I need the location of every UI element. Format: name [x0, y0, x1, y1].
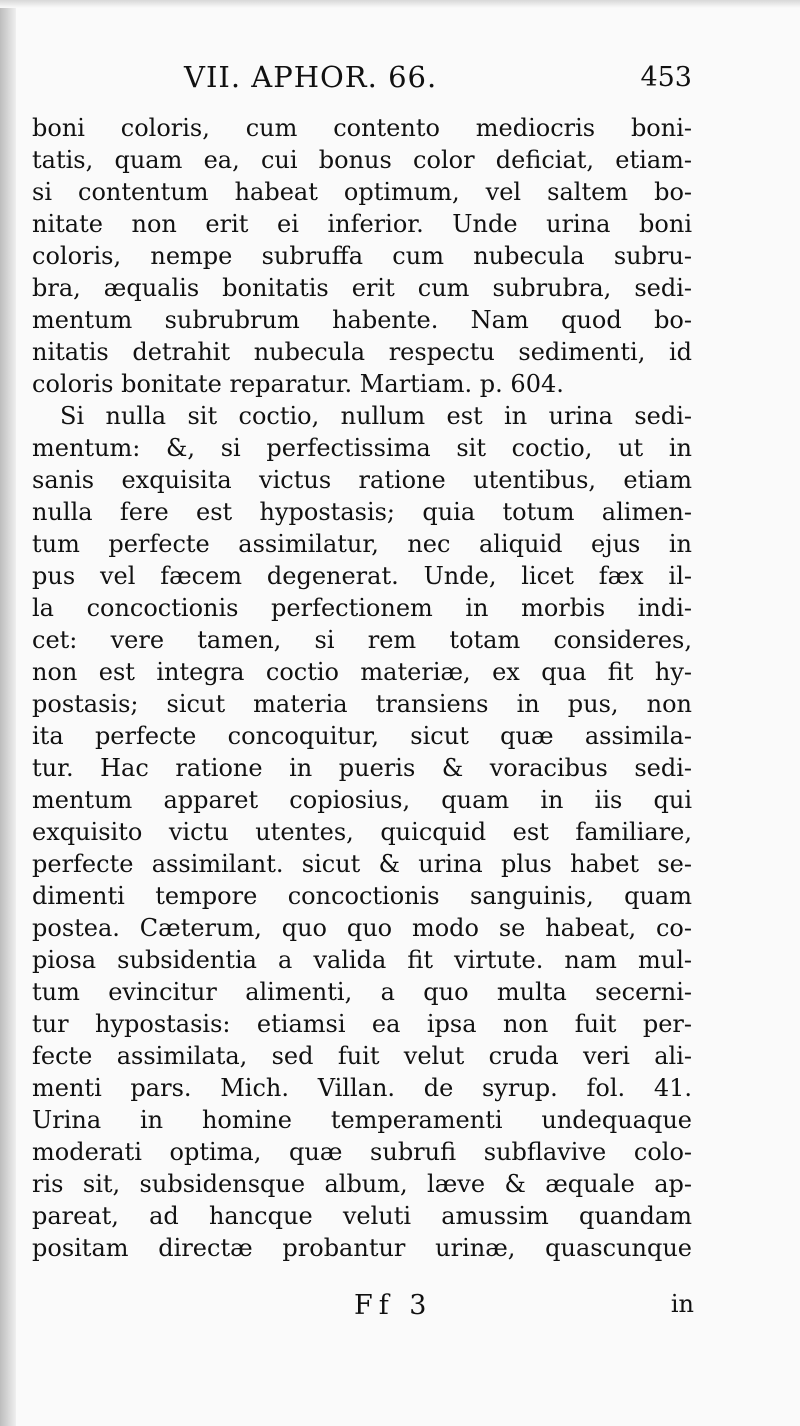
text-line: menti pars. Mich. Villan. de syrup. fol. 41.	[32, 1074, 692, 1102]
text-line: tatis, quam ea, cui bonus color deficiat, etiam-	[32, 146, 692, 174]
text-line: tur hypostasis: etiamsi ea ipsa non fuit per-	[32, 1010, 692, 1038]
text-line: mentum: &, si perfectissima sit coctio, ut in	[32, 434, 692, 462]
text-line: Urina in homine temperamenti undequaque	[32, 1106, 692, 1134]
text-line: nitatis detrahit nubecula respectu sedimenti, id	[32, 338, 692, 366]
page-number: 453	[640, 62, 692, 93]
text-line: si contentum habeat optimum, vel saltem bo-	[32, 178, 692, 206]
page-footer	[0, 1290, 800, 1324]
running-head: VII. APHOR. 66.	[184, 60, 438, 94]
text-line: non est integra coctio materiæ, ex qua fit hy-	[32, 658, 692, 686]
text-line: tum evincitur alimenti, a quo multa secerni-	[32, 978, 692, 1006]
text-line: boni coloris, cum contento mediocris boni-	[32, 114, 692, 142]
text-line: tur. Hac ratione in pueris & voracibus sedi-	[32, 754, 692, 782]
text-line: postea. Cæterum, quo quo modo se habeat, co-	[32, 914, 692, 942]
text-line: perfecte assimilant. sicut & urina plus habet se-	[32, 850, 692, 878]
text-line: Si nulla sit coctio, nullum est in urina sedi-	[60, 402, 692, 430]
text-line: pus vel fæcem degenerat. Unde, licet fæx il-	[32, 562, 692, 590]
text-line: moderati optima, quæ subrufi subflavive colo-	[32, 1138, 692, 1166]
text-line: dimenti tempore concoctionis sanguinis, quam	[32, 882, 692, 910]
page-header	[0, 60, 800, 100]
text-line: positam directæ probantur urinæ, quascunque	[32, 1234, 692, 1262]
text-line: postasis; sicut materia transiens in pus, non	[32, 690, 692, 718]
text-line: cet: vere tamen, si rem totam consideres,	[32, 626, 692, 654]
page-gutter-shadow	[0, 0, 16, 1426]
text-line: coloris, nempe subruffa cum nubecula subru-	[32, 242, 692, 270]
text-line: nitate non erit ei inferior. Unde urina boni	[32, 210, 692, 238]
text-line: sanis exquisita victus ratione utentibus, etiam	[32, 466, 692, 494]
text-line: nulla fere est hypostasis; quia totum alimen-	[32, 498, 692, 526]
text-line: fecte assimilata, sed fuit velut cruda veri ali-	[32, 1042, 692, 1070]
text-line: piosa subsidentia a valida fit virtute. nam mul-	[32, 946, 692, 974]
text-line: ita perfecte concoquitur, sicut quæ assimila-	[32, 722, 692, 750]
text-line: la concoctionis perfectionem in morbis indi-	[32, 594, 692, 622]
signature-mark: Ff 3	[354, 1290, 433, 1321]
catchword: in	[670, 1290, 694, 1318]
text-line: mentum apparet copiosius, quam in iis qui	[32, 786, 692, 814]
text-line: ris sit, subsidensque album, læve & æquale ap-	[32, 1170, 692, 1198]
text-line: bra, æqualis bonitatis erit cum subrubra, sedi-	[32, 274, 692, 302]
text-line: exquisito victu utentes, quicquid est familiare,	[32, 818, 692, 846]
text-line: coloris bonitate reparatur. Martiam. p. 604.	[32, 370, 564, 398]
page-top-shadow	[0, 0, 800, 8]
text-line: tum perfecte assimilatur, nec aliquid ejus in	[32, 530, 692, 558]
body-text	[32, 112, 692, 1264]
text-line: pareat, ad hancque veluti amussim quandam	[32, 1202, 692, 1230]
text-line: mentum subrubrum habente. Nam quod bo-	[32, 306, 692, 334]
